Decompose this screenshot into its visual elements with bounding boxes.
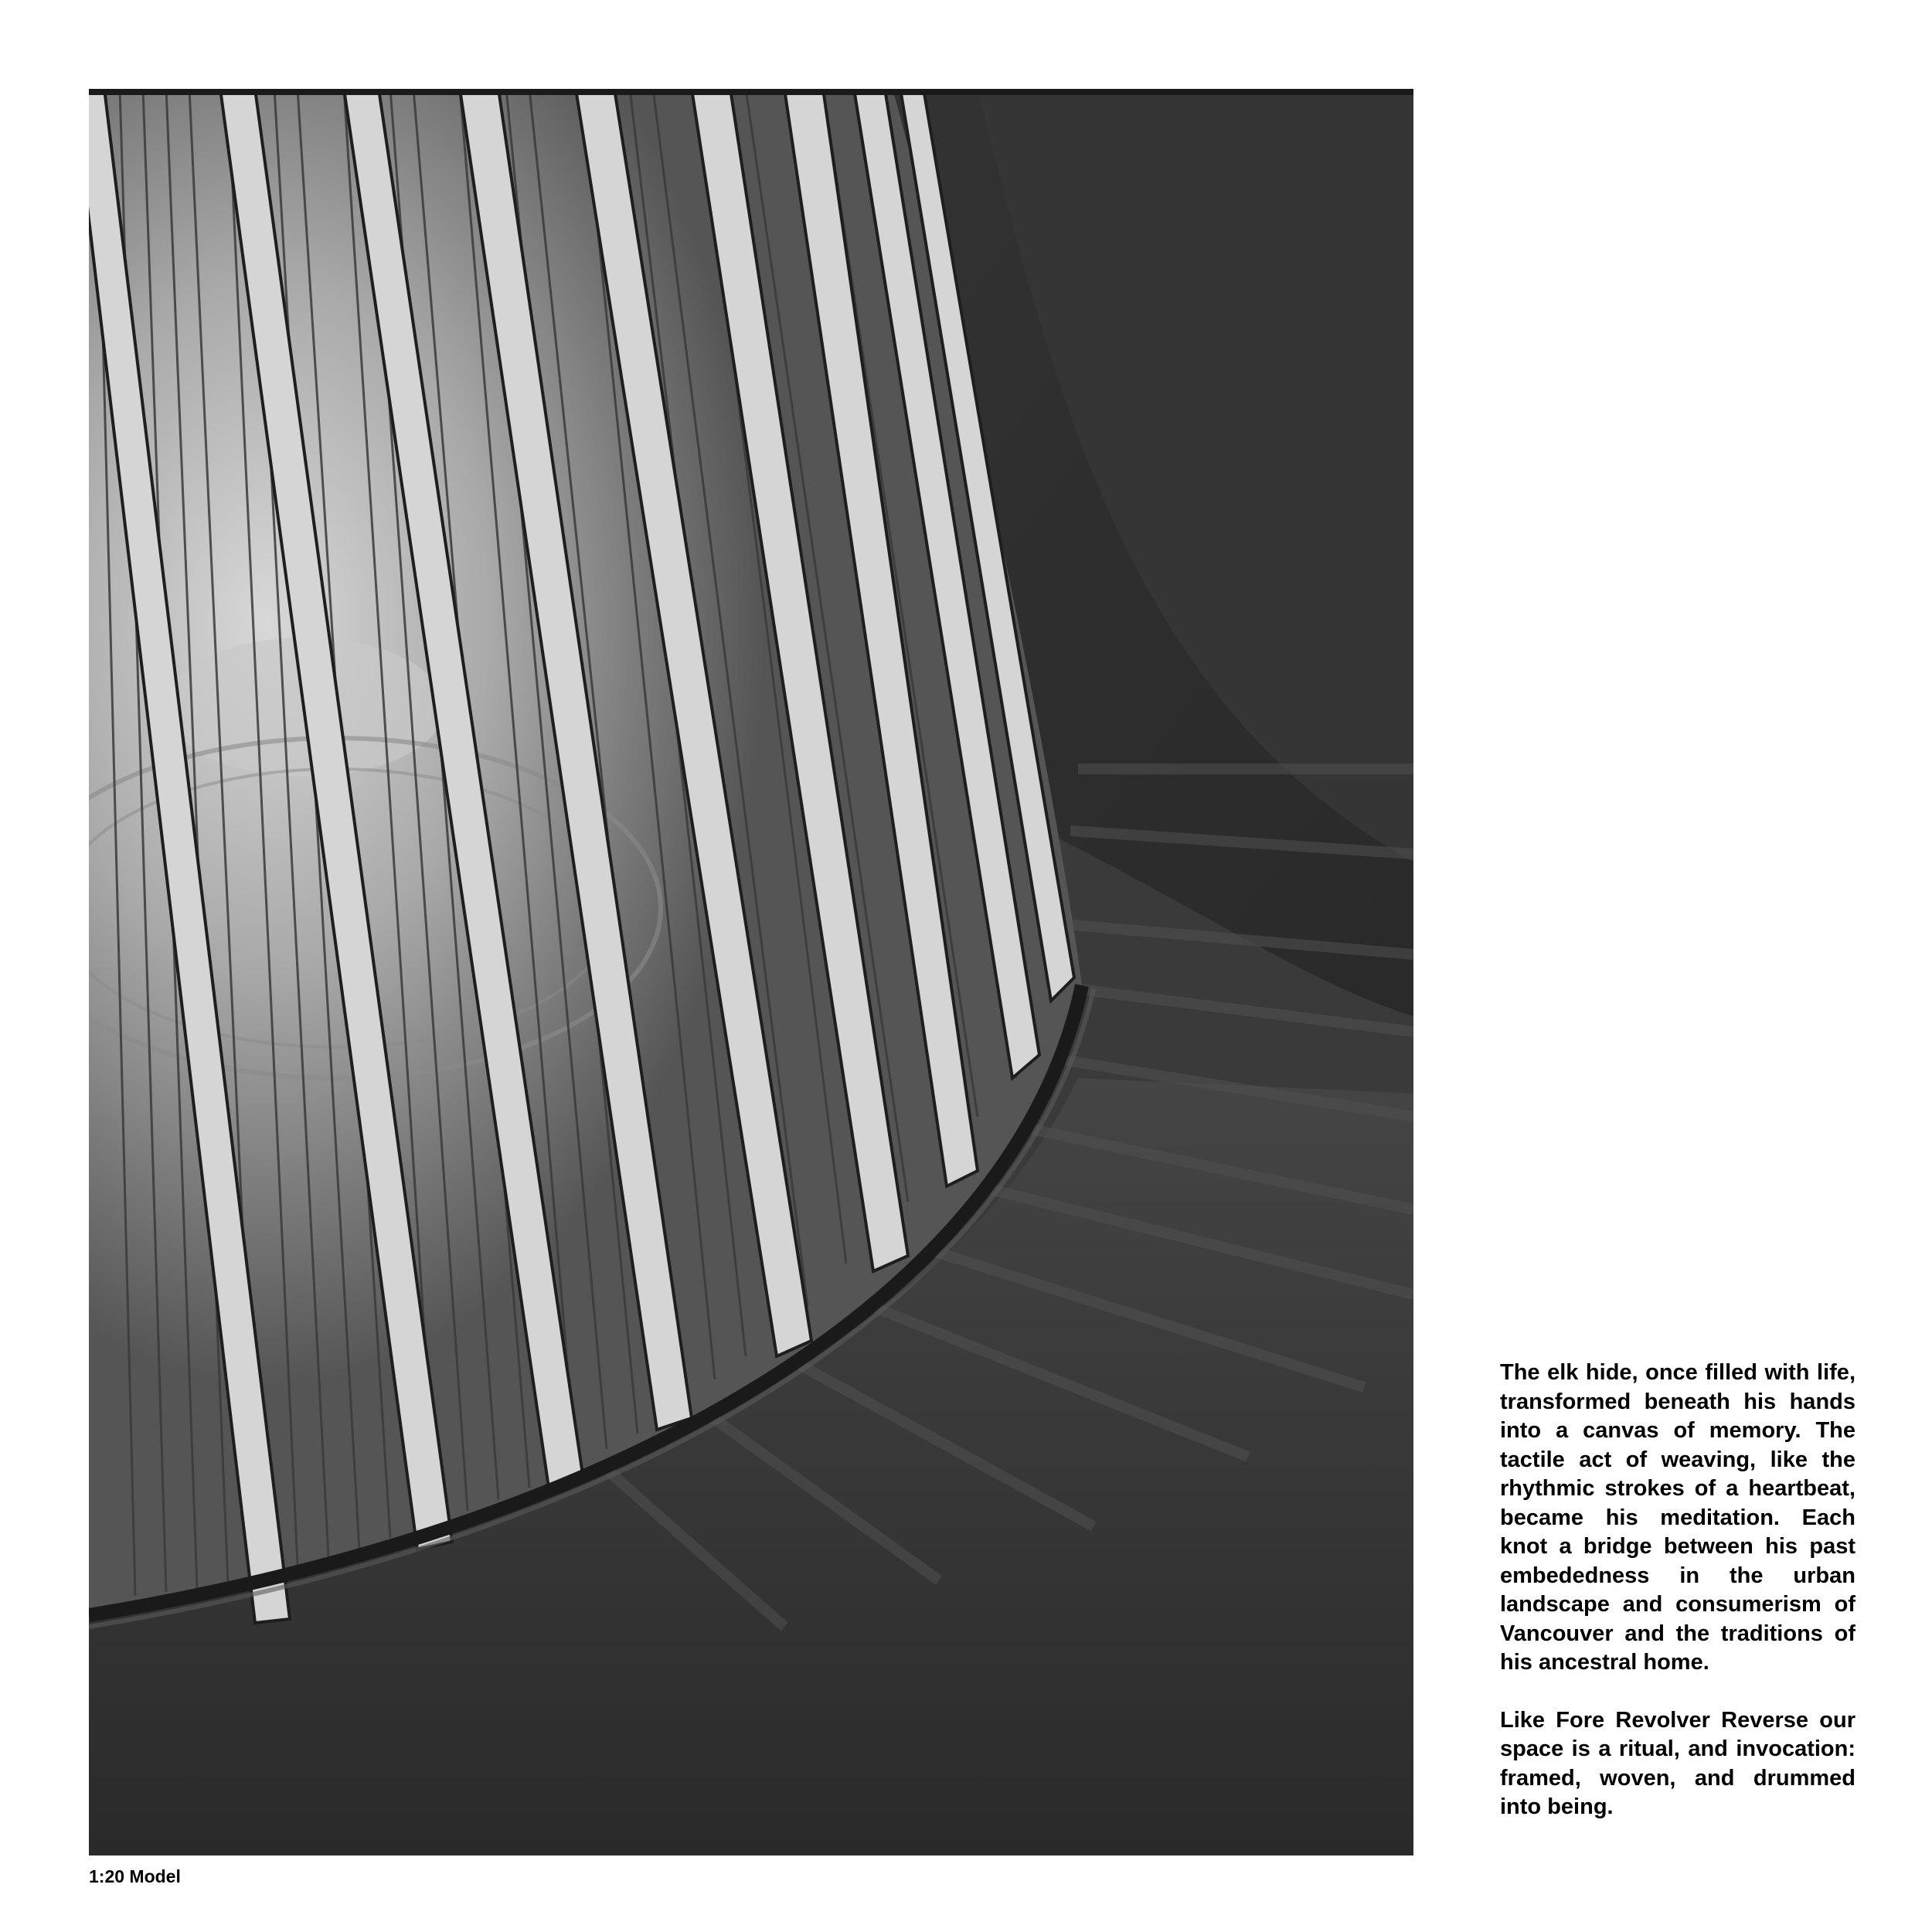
model-photo-illustration [89,89,1413,1855]
body-text-column [1500,1359,1855,1822]
model-photograph [89,89,1413,1855]
body-paragraph-1: The elk hide, once filled with life, transformed beneath his hands into a canvas of memory. The tactile act of weaving, like the rhythmic strokes of a heartbeat, became his meditation. Each knot a bridge between his past embededness in the urban landscape and consumerism of Vancouver and the traditions of his ancestral home. [1500,1360,1855,1675]
figure-caption: 1:20 Model [89,1866,181,1886]
body-paragraph-2: Like Fore Revolver Reverse our space is a ritual, and invocation: framed, woven, and drummed into being. [1500,1707,1855,1819]
